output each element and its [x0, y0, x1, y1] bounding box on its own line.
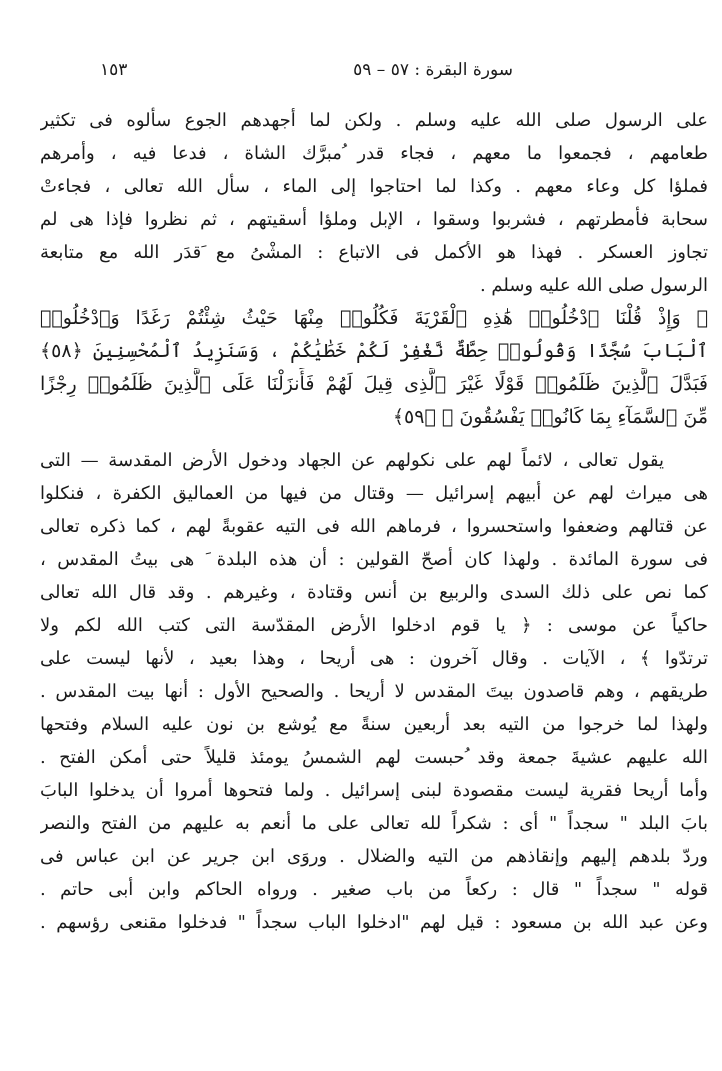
page-number: ١٥٣ [100, 60, 128, 80]
paragraph-line: على الرسول صلى الله عليه وسلم . ولكن لما أجهدهم الجوع سألوه فى تكثير [40, 110, 708, 131]
page-header [40, 50, 708, 90]
paragraph-line: هى ميراث لهم عن أبيهم إسرائيل — وقتال من فيها من العماليق الكفرة ، فنكلوا [40, 483, 708, 504]
paragraph-line: وأما أريحا فقرية ليست مقصودة لبنى إسرائيل . ولما فتحوها أمروا أن يدخلوا البابَ [40, 780, 708, 801]
quran-verse-block [40, 302, 708, 434]
verse-line: ﴿ وَإِذْ قُلْنَا ٱدْخُلُوا۟ هَٰذِهِ ٱلْقَرْيَةَ فَكُلُوا۟ مِنْهَا حَيْثُ شِئْتُمْ رَغَدًا وَٱدْخُلُوا۟ [40, 307, 708, 329]
paragraph-line: فى سورة المائدة . ولهذا كان أصحّ القولين : أن هذه البلدة َ هى بيتُ المقدس ، [40, 549, 708, 570]
paragraph-line: وعن عبد الله بن مسعود : قيل لهم "ادخلوا الباب سجداً " فدخلوا مقنعى رؤسهم . [40, 912, 708, 933]
book-page [40, 50, 708, 1060]
paragraph-line: يقول تعالى ، لائماً لهم على نكولهم عن الجهاد ودخول الأرض المقدسة — التى [40, 450, 664, 471]
paragraph-line: بابَ البلد " سجداً " أى : شكراً لله تعالى على ما أنعم به عليهم من الفتح والنصر [40, 813, 708, 834]
paragraph-line: كما نص على ذلك السدى والربيع بن أنس وقتادة ، وغيرهم . وقد قال الله تعالى [40, 582, 708, 603]
verse-line: مِّنَ ٱلسَّمَآءِ بِمَا كَانُوا۟ يَفْسُقُونَ ﴾ ﴿٥٩﴾ [392, 406, 708, 428]
verse-line: ٱلْبَابَ سُجَّدًا وَقُولُوا۟ حِطَّةٌ نَّغْفِرْ لَكُمْ خَطَٰيَٰكُمْ ، وَسَنَزِيدُ ٱلْمُحْسِنِينَ ﴿٥٨﴾ [40, 340, 708, 362]
paragraph-line: حاكياً عن موسى : ﴿ يا قوم ادخلوا الأرض المقدّسة التى كتب الله لكم ولا [40, 615, 708, 636]
paragraph-line: قوله " سجداً " قال : ركعاً من باب صغير . ورواه الحاكم وابن أبى حاتم . [40, 879, 708, 900]
paragraph-line: الرسول صلى الله عليه وسلم . [479, 275, 708, 296]
paragraph-line: ترتدّوا ﴾ ، الآيات . وقال آخرون : هى أريحا ، وهذا بعيد ، لأنها ليست على [40, 648, 708, 669]
paragraph-line: الله عليهم عشيةَ جمعة وقد ُحبست لهم الشمسُ يومئذ قليلاً حتى أمكن الفتح . [40, 747, 708, 768]
paragraph-line: وردّ بلدهم إليهم وإنقاذهم من التيه والضلال . وروَى ابن جرير عن ابن عباس فى [40, 846, 708, 867]
paragraph-line: طعامهم ، فجمعوا ما معهم ، فجاء قدر ُمبرَّك الشاة ، فدعا فيه ، وأمرهم [40, 143, 708, 164]
paragraph-line: تجاوز العسكر . فهذا هو الأكمل فى الاتباع : المشْىُ مع َقدَر الله مع متابعة [40, 242, 708, 263]
paragraph-line: طريقهم ، وهم قاصدون بيتَ المقدس لا أريحا . والصحيح الأول : أنها بيت المقدس . [40, 681, 708, 702]
surah-reference: سورة البقرة : ٥٧ – ٥٩ [353, 60, 513, 80]
paragraph-line: ولهذا لما خرجوا من التيه بعد أربعين سنةً مع يُوشع بن نون عليه السلام وفتحها [40, 714, 708, 735]
verse-line: فَبَدَّلَ ٱلَّذِينَ ظَلَمُوا۟ قَوْلًا غَيْرَ ٱلَّذِى قِيلَ لَهُمْ فَأَنزَلْنَا عَلَى ٱلَّذِينَ ظَلَمُوا۟ رِجْزًا [40, 373, 708, 395]
paragraph-line: عن قتالهم وضعفوا واستحسروا ، فرماهم الله فى التيه عقوبةً لهم ، كما ذكره تعالى [40, 516, 708, 537]
paragraph-line: سحابة فأمطرتهم ، فشربوا وسقوا ، الإبل وملؤا أسقيتهم ، ثم نظروا فإذا هى لم [40, 209, 708, 230]
paragraph-line: فملؤا كل وعاء معهم . وكذا لما احتاجوا إلى الماء ، سأل الله تعالى ، فجاءتْ [40, 176, 708, 197]
page-body [40, 104, 708, 939]
spacer [40, 434, 708, 444]
